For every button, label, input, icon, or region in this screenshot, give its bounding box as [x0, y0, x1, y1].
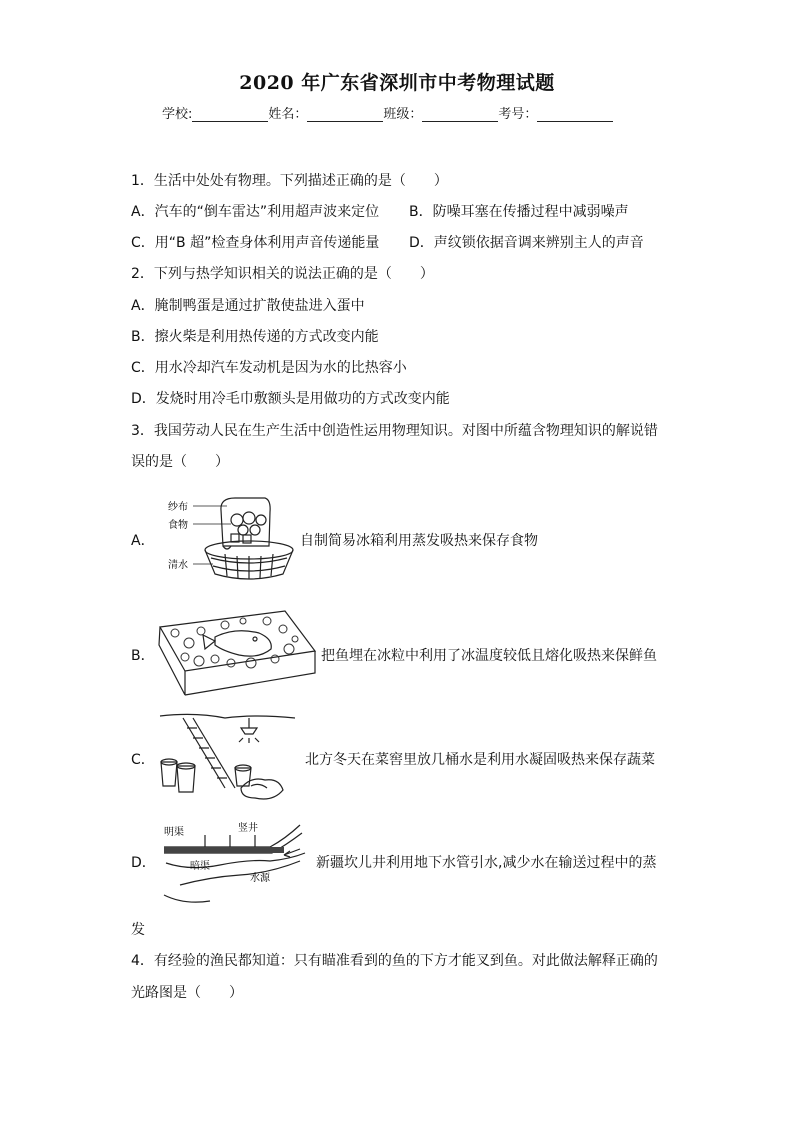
- q3-option-c-text: 北方冬天在菜窖里放几桶水是利用水凝固吸热来保存蔬菜: [305, 752, 655, 768]
- q3-option-a-text: 自制简易冰箱利用蒸发吸热来保存食物: [300, 533, 538, 549]
- name-blank: [307, 107, 383, 122]
- class-blank: [422, 107, 498, 122]
- school-label: 学校:: [162, 107, 193, 122]
- label-water-source: 水源: [250, 873, 270, 884]
- label-open-channel: 明渠: [164, 827, 184, 838]
- q3-option-c-letter: C．: [131, 752, 155, 768]
- q3-stem-line2: 误的是（ ）: [131, 454, 229, 470]
- number-label: 考号：: [498, 107, 538, 122]
- q1-option-a: A．汽车的“倒车雷达”利用超声波来定位: [131, 204, 380, 220]
- label-hidden-channel: 暗渠: [190, 861, 210, 872]
- label-gauze: 纱布: [168, 502, 188, 513]
- page-title: 2020 年广东省深圳市中考物理试题: [239, 72, 555, 94]
- q3-option-b-letter: B．: [131, 648, 155, 664]
- q3-option-d-letter: D．: [131, 855, 156, 871]
- student-info-line: [162, 103, 613, 122]
- q3-option-c-figure: [155, 710, 300, 802]
- q4-stem-line2: 光路图是（ ）: [131, 985, 243, 1001]
- label-food: 食物: [168, 520, 188, 531]
- q1-option-c: C．用“B 超”检查身体利用声音传递能量: [131, 235, 380, 251]
- name-label: 姓名：: [268, 107, 308, 122]
- label-vertical-well: 竖井: [238, 823, 258, 834]
- q4-stem-line1: 4．有经验的渔民都知道：只有瞄准看到的鱼的下方才能叉到鱼。对此做法解释正确的: [131, 953, 658, 969]
- q3-option-a-figure: [165, 492, 305, 584]
- q2-option-c: C．用水冷却汽车发动机是因为水的比热容小: [131, 360, 407, 376]
- label-clear-water: 清水: [168, 560, 188, 571]
- q2-option-d: D．发烧时用冷毛巾敷额头是用做功的方式改变内能: [131, 391, 450, 407]
- q3-option-d-text: 新疆坎儿井利用地下水管引水,减少水在输送过程中的蒸: [316, 855, 657, 871]
- school-blank: [192, 107, 268, 122]
- q1-option-b: B．防噪耳塞在传播过程中减弱噪声: [409, 204, 629, 220]
- q3-option-d-text-continued: 发: [131, 922, 145, 938]
- class-label: 班级：: [383, 107, 423, 122]
- q3-stem-line1: 3．我国劳动人民在生产生活中创造性运用物理知识。对图中所蕴含物理知识的解说错: [131, 423, 658, 439]
- q1-option-d: D．声纹锁依据音调来辨别主人的声音: [409, 235, 644, 251]
- q2-option-a: A．腌制鸭蛋是通过扩散使盐进入蛋中: [131, 298, 365, 314]
- q3-option-b-text: 把鱼埋在冰粒中利用了冰温度较低且熔化吸热来保鲜鱼: [321, 648, 657, 664]
- q1-stem: 1．生活中处处有物理。下列描述正确的是（ ）: [131, 173, 448, 189]
- q3-option-b-figure: [155, 605, 320, 700]
- q2-stem: 2．下列与热学知识相关的说法正确的是（ ）: [131, 266, 434, 282]
- q3-option-d-figure: [160, 815, 310, 911]
- q2-option-b: B．擦火柴是利用热传递的方式改变内能: [131, 329, 379, 345]
- q3-option-a-letter: A．: [131, 533, 155, 549]
- number-blank: [537, 107, 613, 122]
